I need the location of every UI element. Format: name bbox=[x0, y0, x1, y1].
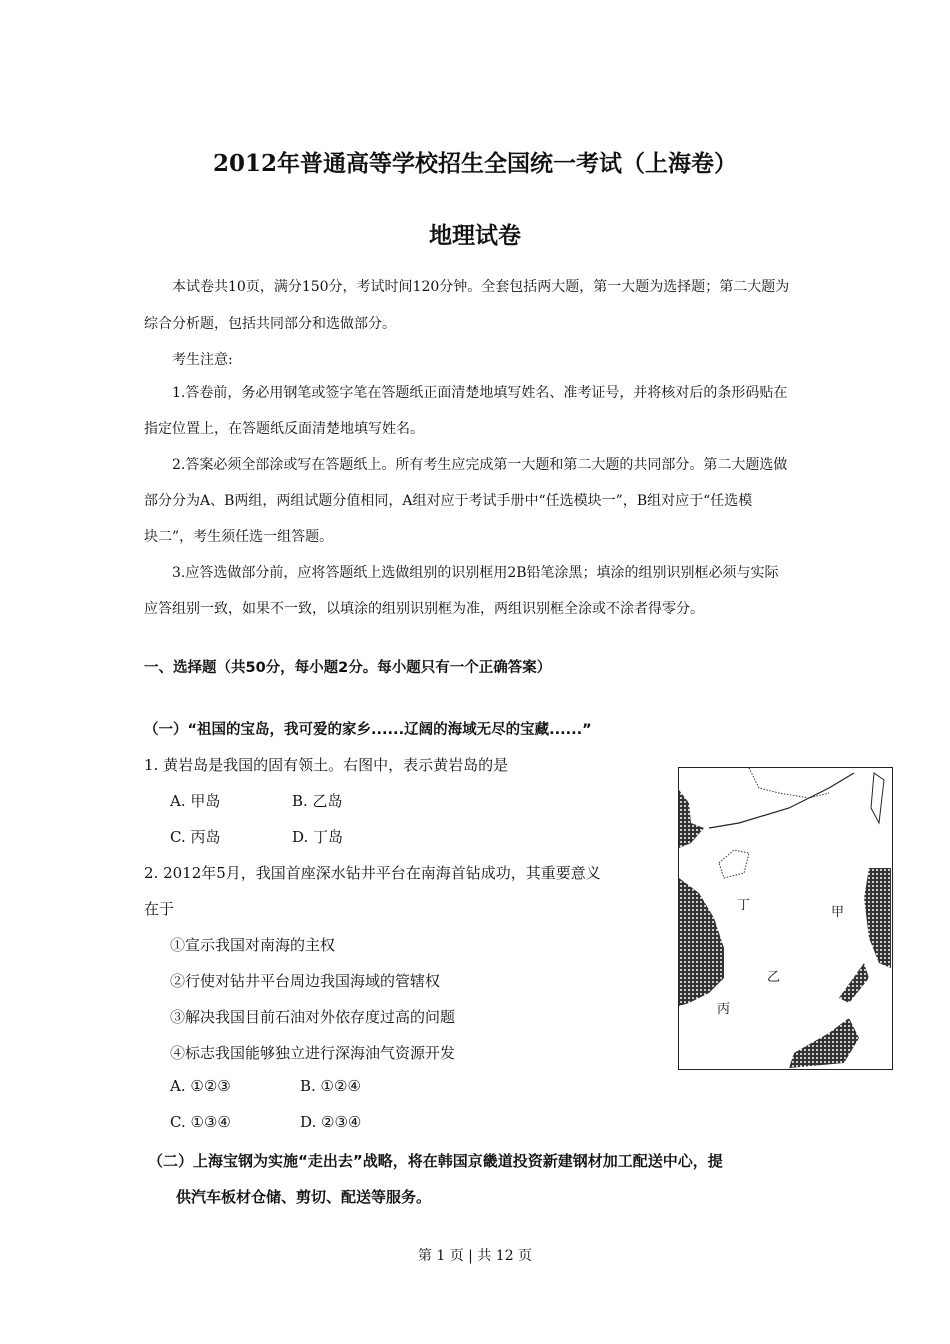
note-line: 3.应答选做部分前，应将答题纸上选做组别的识别框用2B铅笔涂黑；填涂的组别识别框必须与实际 bbox=[172, 565, 779, 581]
group-heading: （二）上海宝钢为实施“走出去”战略，将在韩国京畿道投资新建钢材加工配送中心，提 bbox=[148, 1152, 723, 1170]
question-stem: 1. 黄岩岛是我国的固有领土。右图中，表示黄岩岛的是 bbox=[144, 756, 509, 774]
statement: ③解决我国目前石油对外依存度过高的问题 bbox=[170, 1008, 456, 1026]
map-label-yi: 乙 bbox=[767, 970, 781, 985]
intro-line: 综合分析题，包括共同部分和选做部分。 bbox=[144, 316, 396, 332]
map-label-bing: 丙 bbox=[717, 1002, 731, 1017]
map-graphic bbox=[679, 768, 891, 1068]
notice-title: 考生注意: bbox=[172, 352, 233, 368]
statement: ①宣示我国对南海的主权 bbox=[170, 936, 336, 954]
statement: ②行使对钻井平台周边我国海域的管辖权 bbox=[170, 972, 441, 990]
statement: ④标志我国能够独立进行深海油气资源开发 bbox=[170, 1044, 456, 1062]
option: A. 甲岛 bbox=[170, 792, 221, 810]
question-stem: 在于 bbox=[144, 900, 175, 918]
option: B. ①②④ bbox=[300, 1077, 361, 1095]
map-label-jia: 甲 bbox=[831, 905, 845, 920]
page-title: 2012年普通高等学校招生全国统一考试（上海卷） bbox=[212, 150, 737, 177]
note-line: 指定位置上，在答题纸反面清楚地填写姓名。 bbox=[144, 421, 424, 437]
section-heading: 一、选择题（共50分，每小题2分。每小题只有一个正确答案） bbox=[144, 660, 552, 676]
page-footer: 第 1 页 | 共 12 页 bbox=[417, 1248, 533, 1264]
note-line: 块二”，考生须任选一组答题。 bbox=[144, 529, 334, 545]
note-line: 1.答卷前，务必用钢笔或签字笔在答题纸正面清楚地填写姓名、准考证号，并将核对后的条形码贴在 bbox=[172, 385, 788, 401]
option: D. 丁岛 bbox=[292, 828, 344, 846]
map-label-ding: 丁 bbox=[737, 898, 751, 913]
option: C. 丙岛 bbox=[170, 828, 221, 846]
page-subtitle: 地理试卷 bbox=[429, 222, 521, 249]
note-line: 应答组别一致，如果不一致，以填涂的组别识别框为准，两组识别框全涂或不涂者得零分。 bbox=[144, 601, 704, 617]
south-china-sea-map bbox=[678, 767, 893, 1070]
question-stem: 2. 2012年5月，我国首座深水钻井平台在南海首钻成功，其重要意义 bbox=[144, 864, 601, 882]
group-heading: （一）“祖国的宝岛，我可爱的家乡......辽阔的海域无尽的宝藏......” bbox=[144, 722, 592, 738]
note-line: 部分分为A、B两组，两组试题分值相同，A组对应于考试手册中“任选模块一”，B组对应于“任选模 bbox=[144, 493, 753, 509]
option: B. 乙岛 bbox=[292, 792, 343, 810]
group-heading: 供汽车板材仓储、剪切、配送等服务。 bbox=[176, 1188, 432, 1206]
intro-line: 本试卷共10页，满分150分，考试时间120分钟。全套包括两大题，第一大题为选择题；第二大题为 bbox=[172, 279, 790, 295]
option: C. ①③④ bbox=[170, 1113, 231, 1131]
option: D. ②③④ bbox=[300, 1113, 362, 1131]
option: A. ①②③ bbox=[170, 1077, 231, 1095]
note-line: 2.答案必须全部涂或写在答题纸上。所有考生应完成第一大题和第二大题的共同部分。第二大题选做 bbox=[172, 457, 788, 473]
